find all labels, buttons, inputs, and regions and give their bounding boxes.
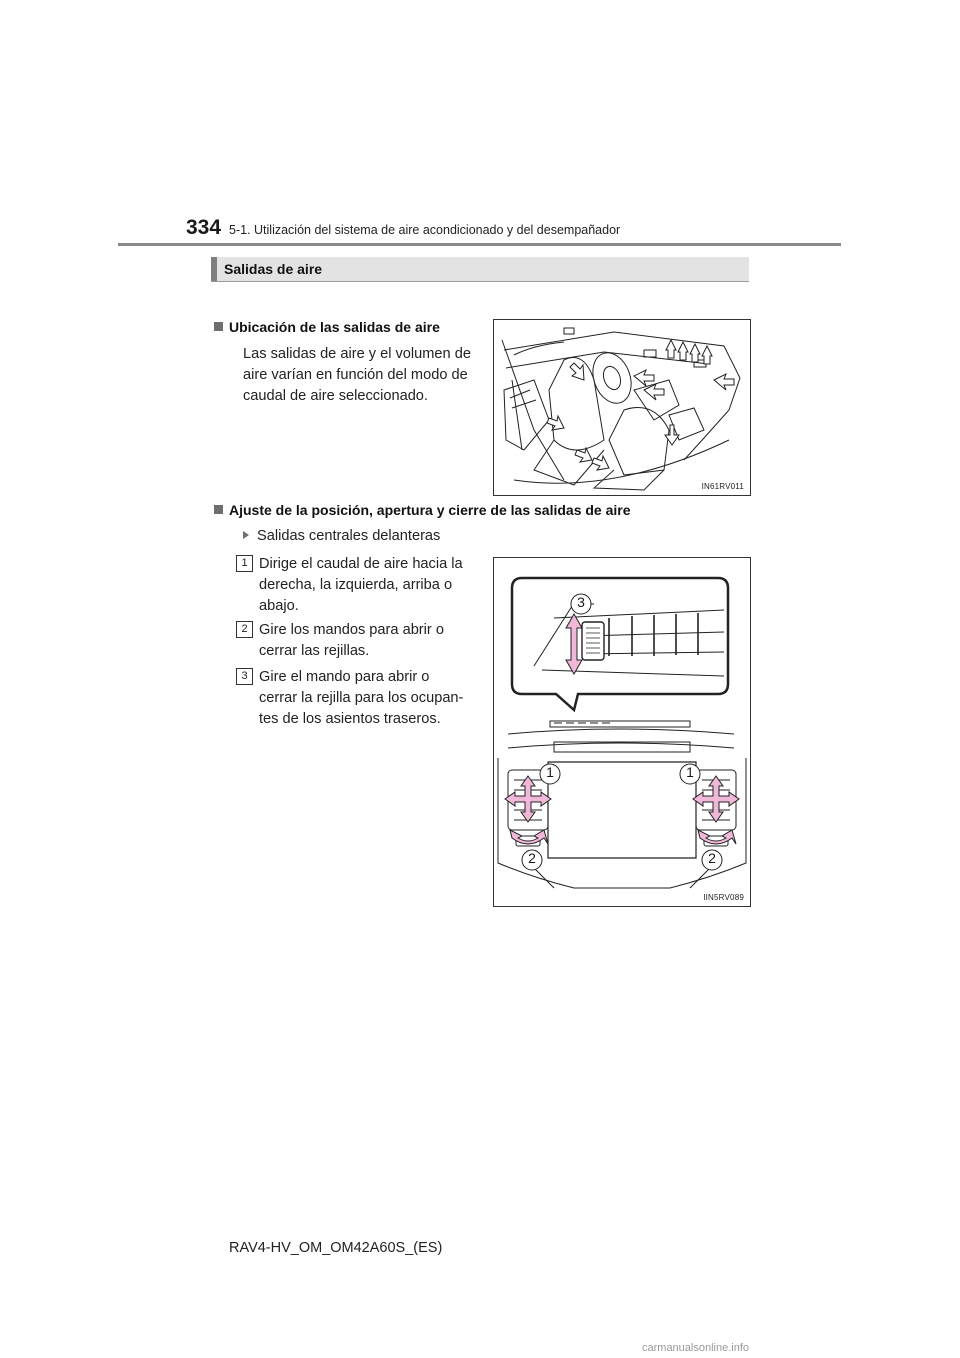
manual-code: RAV4-HV_OM_OM42A60S_(ES) (229, 1240, 443, 1256)
location-heading-text: Ubicación de las salidas de aire (229, 319, 440, 335)
vent-location-figure (493, 319, 751, 496)
sub-item-label: Salidas centrales delanteras (257, 528, 441, 544)
callout-label: 3 (577, 594, 585, 610)
callout-label: 2 (528, 850, 536, 866)
location-line: caudal de aire seleccionado. (243, 388, 428, 404)
figure-code: IN61RV011 (701, 482, 744, 491)
square-bullet-icon (214, 505, 223, 514)
item-2-text (259, 620, 478, 662)
item-line: Dirige el caudal de aire hacia la (259, 556, 463, 572)
triangle-bullet-icon (243, 531, 249, 539)
figure-code: IIN5RV089 (703, 893, 744, 902)
item-1-text (259, 554, 478, 617)
item-line: cerrar la rejilla para los ocupan- (259, 690, 464, 706)
adjustment-heading (214, 502, 631, 518)
running-head: 5-1. Utilización del sistema de aire acondicionado y del desempañador (229, 223, 621, 237)
adjustment-heading-text: Ajuste de la posición, apertura y cierre de las salidas de aire (229, 502, 631, 518)
square-bullet-icon (214, 322, 223, 331)
section-accent (211, 257, 217, 281)
item-line: Gire los mandos para abrir o (259, 622, 444, 638)
header-rule (118, 243, 841, 246)
callout-label: 1 (546, 764, 554, 780)
car-interior-illustration (494, 320, 750, 495)
item-number-badge: 3 (236, 668, 253, 685)
location-heading (214, 319, 440, 335)
item-line: cerrar las rejillas. (259, 643, 370, 659)
sub-item-front-center-vents (243, 526, 440, 547)
callout-label: 1 (686, 764, 694, 780)
callout-label: 2 (708, 850, 716, 866)
item-3-text (259, 667, 478, 730)
item-number-badge: 1 (236, 555, 253, 572)
front-center-vents-figure (493, 557, 751, 907)
page-number: 334 (186, 216, 222, 239)
location-line: Las salidas de aire y el volumen de (243, 346, 471, 362)
section-title-bar (211, 257, 749, 282)
location-line: aire varían en función del modo de (243, 367, 468, 383)
item-line: Gire el mando para abrir o (259, 669, 430, 685)
location-paragraph (243, 344, 478, 407)
item-line: derecha, la izquierda, arriba o (259, 577, 453, 593)
item-line: tes de los asientos traseros. (259, 711, 441, 727)
item-line: abajo. (259, 598, 299, 614)
watermark: carmanualsonline.info (642, 1342, 750, 1354)
section-title: Salidas de aire (224, 261, 323, 277)
item-number-badge: 2 (236, 621, 253, 638)
